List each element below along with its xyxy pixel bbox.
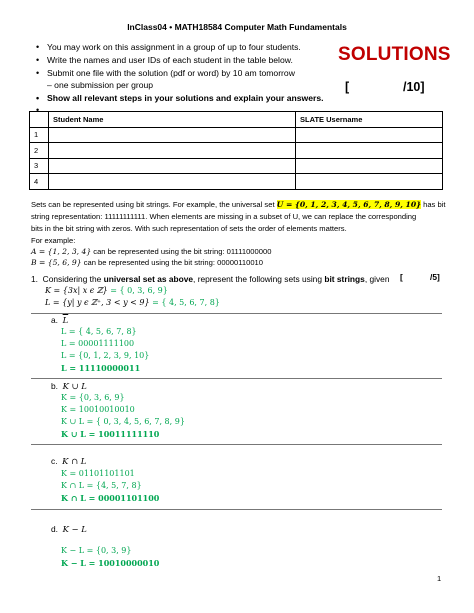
example-b: B = {5, 6, 9} can be represented using the bit string: 00000110010: [31, 258, 263, 267]
instruction-4: • Show all relevant steps in your solutions and explain your answers.: [47, 93, 324, 103]
part-a-answer: L = 11110000011: [61, 363, 141, 373]
score-open-bracket: [: [345, 80, 350, 94]
student-table: [29, 111, 443, 190]
part-b-line-2: K = 10010010010: [61, 405, 135, 414]
part-b-line-3: K ∪ L = { 0, 3, 4, 5, 6, 7, 8, 9}: [61, 417, 185, 426]
divider: [31, 444, 442, 445]
instruction-3-cont: – one submission per group: [47, 80, 154, 90]
part-d-line-1: K − L = {0, 3, 9}: [61, 546, 132, 555]
table-row: 2: [30, 143, 443, 159]
example-a: A = {1, 2, 3, 4} can be represented using the bit string: 01111000000: [31, 247, 272, 256]
instruction-1: • You may work on this assignment in a group of up to four students.: [47, 42, 301, 52]
part-b-label: b. K ∪ L: [51, 381, 87, 391]
part-b-answer: K ∪ L = 10011111110: [61, 429, 160, 439]
divider: [31, 509, 442, 510]
part-c-line-2: K ∩ L = {4, 5, 7, 8}: [61, 481, 142, 490]
instruction-2: • Write the names and user IDs of each student in the table below.: [47, 55, 293, 65]
q1-score-open: [: [400, 272, 403, 282]
table-row: 1: [30, 127, 443, 143]
divider: [31, 378, 442, 379]
intro-line-3: bits in the bit string with zeros. With such representation of sets the order of elements matters.: [31, 224, 347, 233]
K-definition: K = {3x| x ϵ ℤ} = { 0, 3, 6, 9}: [45, 286, 168, 295]
divider: [31, 313, 442, 314]
universal-set-highlight: U = {0, 1, 2, 3, 4, 5, 6, 7, 8, 9, 10}: [276, 200, 421, 209]
part-d-answer: K − L = 10010000010: [61, 558, 160, 568]
q1-score-total: /5]: [430, 272, 440, 282]
solutions-heading: SOLUTIONS: [338, 44, 451, 65]
question-1: 1. Considering the universal set as above, represent the following sets using bit strings, given: [31, 274, 390, 284]
instruction-3: • Submit one file with the solution (pdf or word) by 10 am tomorrow: [47, 68, 295, 78]
col-student-name: Student Name: [49, 112, 296, 128]
intro-line-1: Sets can be represented using bit strings. For example, the universal set U = {0, 1, 2, 3, 4, 5, 6, 7, 8, 9, 10} has bit: [31, 200, 446, 209]
table-header-row: [30, 112, 443, 128]
part-d-label: d. K − L: [51, 524, 87, 534]
part-c-answer: K ∩ L = 00001101100: [61, 493, 160, 503]
L-definition: L = {y| y ϵ ℤ⁺, 3 < y < 9} = { 4, 5, 6, 7, 8}: [45, 298, 220, 307]
part-a-line-2: L = 00001111100: [61, 339, 135, 348]
table-row: 4: [30, 174, 443, 190]
part-b-line-1: K = {0, 3, 6, 9}: [61, 393, 125, 402]
part-a-line-3: L = {0, 1, 2, 3, 9, 10}: [61, 351, 150, 360]
part-c-label: c. K ∩ L: [51, 456, 87, 466]
score-total: /10]: [403, 80, 425, 94]
part-a-label: a. $\overline{L}$: [51, 315, 69, 325]
intro-line-4: For example:: [31, 236, 76, 245]
part-a-line-1: L = { 4, 5, 6, 7, 8}: [61, 327, 137, 336]
part-c-line-1: K = 01101101101: [61, 469, 135, 478]
col-slate-username: SLATE Username: [296, 112, 443, 128]
page-number: 1: [437, 574, 442, 583]
table-row: 3: [30, 158, 443, 174]
document-header: InClass04 • MATH18584 Computer Math Fundamentals: [127, 22, 347, 32]
intro-line-2: string representation: 11111111111. When elements are missing in a subset of U, we can replace the corresponding: [31, 212, 417, 221]
